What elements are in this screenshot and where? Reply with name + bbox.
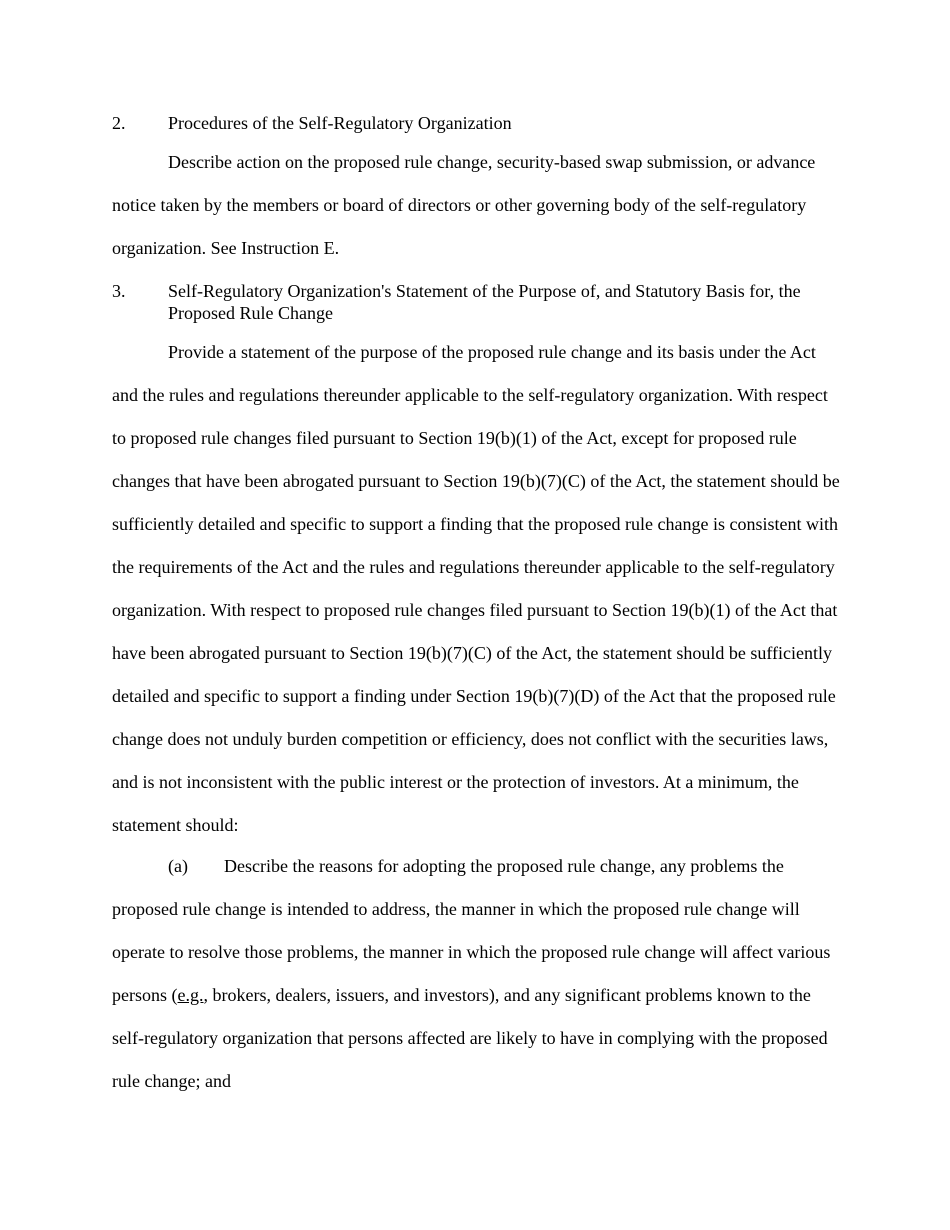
section-2-title: Procedures of the Self-Regulatory Organization [168, 113, 512, 133]
item-a-eg: e.g. [177, 985, 204, 1005]
section-3-item-a [112, 845, 842, 1103]
section-3-heading [112, 280, 842, 324]
section-3-body: Provide a statement of the purpose of the proposed rule change and its basis under the Act and the rules and regulations thereunder applicable to the self-regulatory organization. With respect to proposed rule changes filed pursuant to Section 19(b)(1) of the Act, except for proposed rule changes that have been abrogated pursuant to Section 19(b)(7)(C) of the Act, the statement should be sufficiently detailed and specific to support a finding that the proposed rule change is consistent with the requirements of the Act and the rules and regulations thereunder applicable to the self-regulatory organization. With respect to proposed rule changes filed pursuant to Section 19(b)(1) of the Act that have been abrogated pursuant to Section 19(b)(7)(C) of the Act, the statement should be sufficiently detailed and specific to support a finding under Section 19(b)(7)(D) of the Act that the proposed rule change does not unduly burden competition or efficiency, does not conflict with the securities laws, and is not inconsistent with the public interest or the protection of investors. At a minimum, the statement should: [112, 342, 840, 835]
item-a-text-before: Describe the reasons for adopting the proposed rule change, any problems the proposed rule change is intended to address, the manner in which the proposed rule change will operate to resolve those problems, the manner in which the proposed rule change will affect various persons ( [112, 856, 831, 1005]
section-2-number: 2. [112, 113, 126, 133]
item-a-label: (a) [168, 856, 188, 876]
section-3-number: 3. [112, 281, 126, 301]
item-a-text-after: , brokers, dealers, issuers, and investors), and any significant problems known to the self-regulatory organization that persons affected are likely to have in complying with the proposed rule change; and [112, 985, 828, 1091]
section-2-body: Describe action on the proposed rule change, security-based swap submission, or advance notice taken by the members or board of directors or other governing body of the self-regulatory organization. See Instruction E. [112, 152, 816, 258]
section-3-title: Self-Regulatory Organization's Statement of the Purpose of, and Statutory Basis for, the Proposed Rule Change [168, 281, 801, 323]
section-2-heading [112, 112, 842, 134]
